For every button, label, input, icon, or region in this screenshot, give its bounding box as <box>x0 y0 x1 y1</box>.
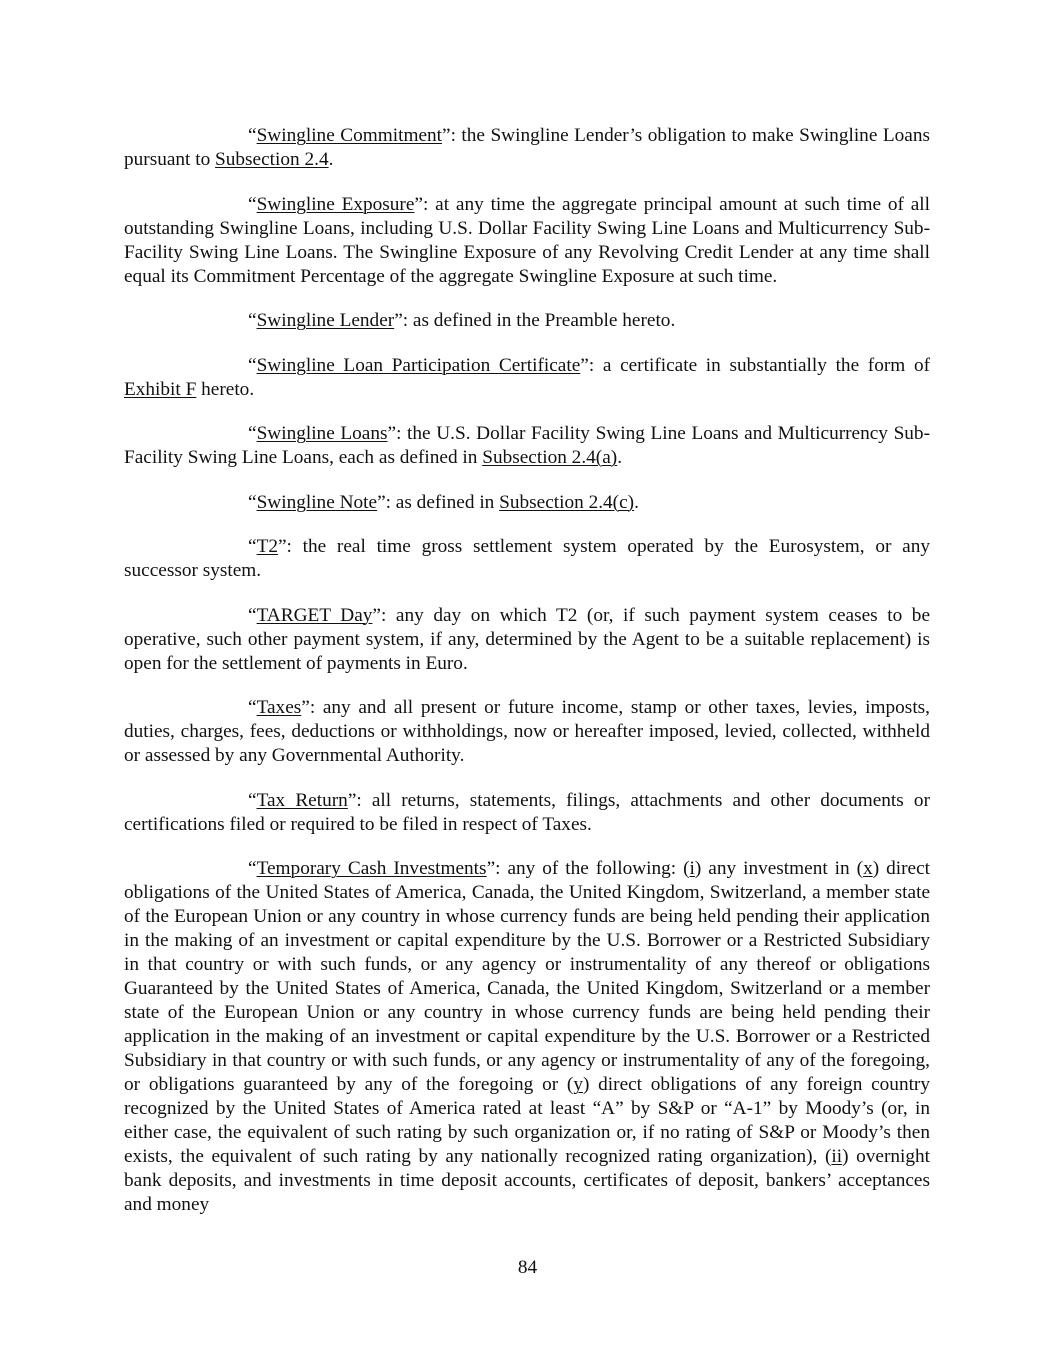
defined-term: T2 <box>256 536 278 557</box>
page-number: 84 <box>517 1257 538 1278</box>
defined-term: Swingline Lender <box>256 310 395 331</box>
defined-term: Tax Return <box>256 789 348 811</box>
definition-text: ”: at any time the aggregate principal amount at such time of all outstanding Swingline Loans, including U.S. Dollar Facility Swing Line Loans and Multicurrency Sub-Facility Swing Line Loans. The Swingline Exposure of any Revolving Credit Lender at any time shall equal its Commitment Percentage of the aggregate Swingline Exposure at such time. <box>124 193 931 287</box>
open-quote: “ <box>248 423 257 444</box>
open-quote: “ <box>248 789 257 811</box>
open-quote: “ <box>248 193 257 215</box>
definition-target-day <box>124 604 930 676</box>
definition-text: ”: as defined in the Preamble hereto. <box>394 310 676 331</box>
definition-text: hereto. <box>196 378 255 400</box>
clause-marker: x <box>863 858 873 879</box>
definition-text: . <box>328 149 334 170</box>
clause-marker: i <box>689 858 695 879</box>
definition-text: ”: any of the following: ( <box>486 858 690 879</box>
defined-term: Swingline Commitment <box>256 125 443 146</box>
open-quote: “ <box>248 604 257 626</box>
defined-term: Taxes <box>256 697 302 718</box>
definition-text: ) overnight bank deposits, and investments in time deposit accounts, certificates of deposit, bankers’ acceptances and money <box>124 1146 931 1215</box>
definition-text: ) direct obligations of the United States of America, Canada, the United Kingdom, Switzerland, a member state of the European Union or any country in whose currency funds are being held pending their application in the making of an investment or capital expenditure by the U.S. Borrower or a Restricted Subsidiary in that country or with such funds, or any agency or instrumentality of any thereof or obligations Guaranteed by the United States of America, Canada, the United Kingdom, Switzerland or a member state of the European Union or any country in whose currency funds are being held pending their application in the making of an investment or capital expenditure by the U.S. Borrower or a Restricted Subsidiary in that country or with such funds, or any agency or instrumentality of any of the foregoing, or obligations guaranteed by any of the foregoing or ( <box>124 858 930 1095</box>
definition-text: ”: any day on which T2 (or, if such payment system ceases to be operative, such other payment system, if any, determined by the Agent to be a suitable replacement) is open for the settlement of payments in Euro. <box>124 604 930 674</box>
definition-text: . <box>634 491 639 513</box>
definition-t2 <box>124 535 930 583</box>
open-quote: “ <box>248 354 257 376</box>
definition-text: ”: all returns, statements, filings, attachments and other documents or certifications filed or required to be filed in respect of Taxes. <box>124 789 930 835</box>
definition-text: ”: any and all present or future income, stamp or other taxes, levies, imposts, duties, charges, fees, deductions or withholdings, now or hereafter imposed, levied, collected, withheld or assessed by any Governmental Authority. <box>124 697 930 766</box>
definition-text: . <box>617 447 623 468</box>
definition-taxes <box>124 696 930 768</box>
cross-reference: Subsection 2.4 <box>215 149 329 170</box>
definition-swingline-lender <box>124 309 930 333</box>
definition-text: ) direct obligations of any foreign country recognized by the United States of America rated at least “A” by S&P or “A-1” by Moody’s (or, in either case, the equivalent of such rating by such organization or, if no rating of S&P or Moody’s then exists, the equivalent of such rating by any nationally recognized rating organization), ( <box>124 1074 930 1167</box>
defined-term: Swingline Exposure <box>256 193 415 215</box>
open-quote: “ <box>248 858 257 879</box>
definition-swingline-note <box>124 491 930 515</box>
defined-term: Swingline Note <box>256 491 378 513</box>
open-quote: “ <box>248 536 257 557</box>
definition-text: ) any investment in ( <box>694 858 864 879</box>
clause-marker: y <box>573 1074 583 1095</box>
definition-swingline-exposure <box>124 193 930 289</box>
definition-text: ”: as defined in <box>377 491 500 513</box>
definition-text: ”: the real time gross settlement system operated by the Eurosystem, or any successor system. <box>124 536 930 581</box>
document-page <box>124 124 930 1217</box>
defined-term: Swingline Loans <box>256 423 388 444</box>
open-quote: “ <box>248 491 257 513</box>
definition-swingline-loans <box>124 422 930 470</box>
definition-text: ”: the Swingline Lender’s obligation to make Swingline Loans pursuant to <box>124 125 930 170</box>
cross-reference: Subsection 2.4(a) <box>482 447 618 468</box>
clause-marker: ii <box>831 1146 843 1167</box>
definition-swingline-loan-participation-certificate <box>124 354 930 402</box>
defined-term: Temporary Cash Investments <box>256 858 487 879</box>
cross-reference: Exhibit F <box>124 378 197 400</box>
open-quote: “ <box>248 310 257 331</box>
definition-text: ”: the U.S. Dollar Facility Swing Line Loans and Multicurrency Sub-Facility Swing Line Loans, each as defined in <box>124 423 930 468</box>
open-quote: “ <box>248 697 257 718</box>
definition-text: ”: a certificate in substantially the form of <box>580 354 930 376</box>
defined-term: TARGET Day <box>256 604 373 626</box>
defined-term: Swingline Loan Participation Certificate <box>256 354 581 376</box>
definition-swingline-commitment <box>124 124 930 172</box>
cross-reference: Subsection 2.4(c) <box>499 491 635 513</box>
definition-tax-return <box>124 789 930 837</box>
open-quote: “ <box>248 125 257 146</box>
definition-temporary-cash-investments <box>124 857 930 1217</box>
